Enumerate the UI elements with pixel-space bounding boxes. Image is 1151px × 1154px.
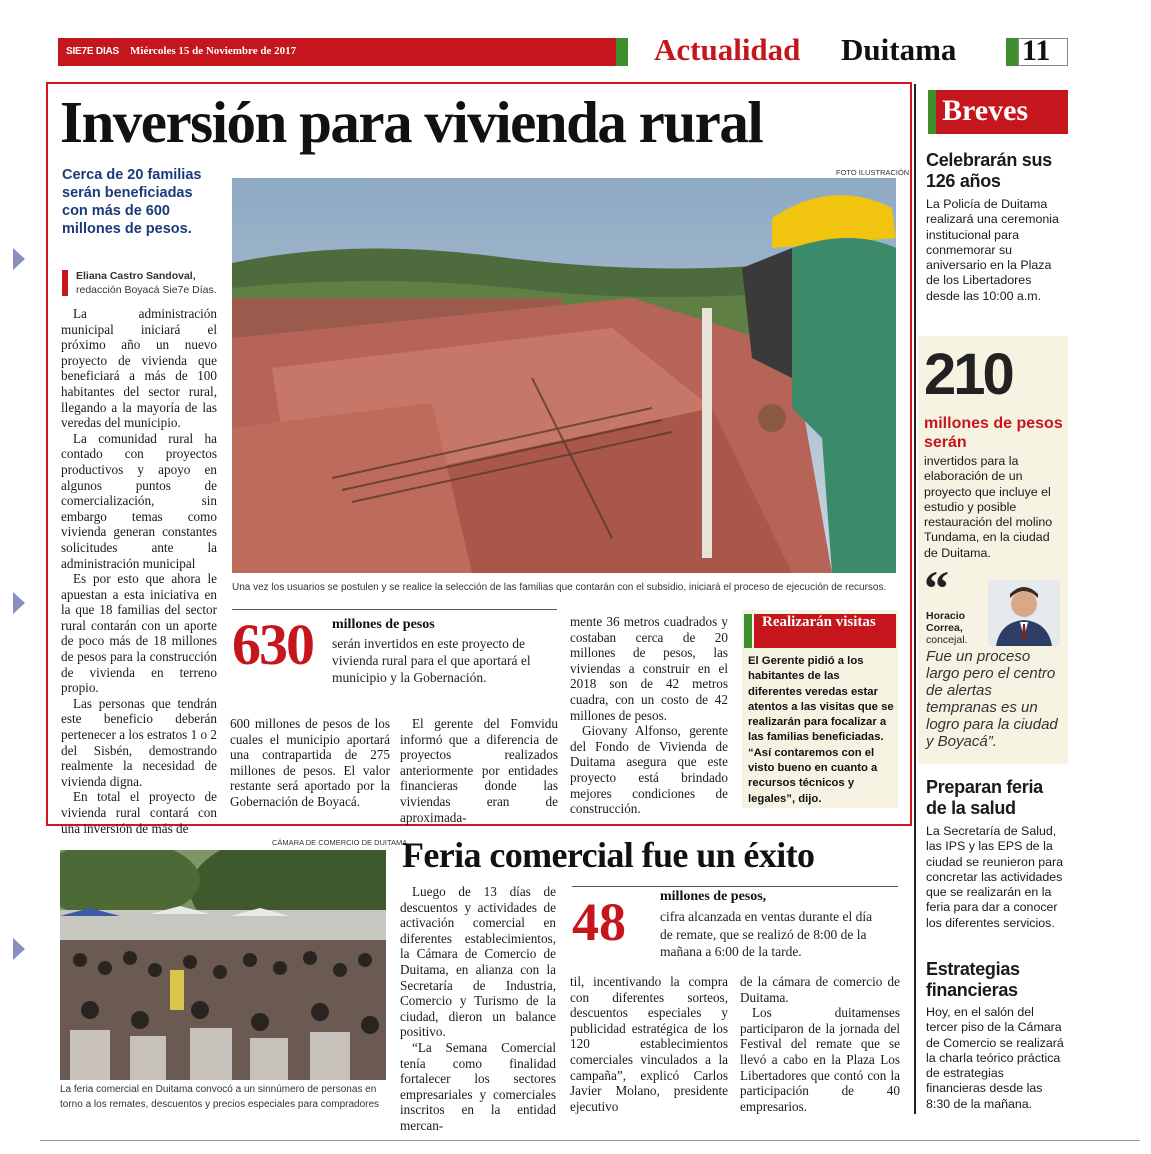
margin-arrow-icon <box>13 248 25 270</box>
paragraph: La comunidad rural ha contado con proyectos productivos y apoyo en algunos puntos de comercialización, sin embargo temas como vivienda generan constantes solicitudes ante la administración municipal <box>61 430 217 571</box>
page-number-box <box>1018 38 1068 66</box>
page-number-green <box>1006 38 1018 66</box>
breves-left-rule <box>914 84 916 1114</box>
margin-arrow-icon <box>13 592 25 614</box>
crowd-photo <box>60 850 386 1080</box>
visits-text: El Gerente pidió a los habitantes de las diferentes veredas estar atentos a las visitas que se realizarán para focalizar a las familias beneficiadas. “Así contaremos con el visto bueno en cuanto a recursos técnicos y legales”, dijo. <box>748 655 894 805</box>
paragraph: til, incentivando la compra con diferentes sorteos, descuentos especiales y publicidad estratégica de los 120 establecimientos comerciales vinculados a la campaña”, explicó Carlos Javier Molano, presidente ejecutivo <box>570 974 728 1114</box>
header-band-green <box>616 38 628 66</box>
main-photo <box>232 178 896 573</box>
author-bar <box>62 270 68 296</box>
paragraph: Luego de 13 días de descuentos y actividades de activación comercial en diferentes establecimientos, la Cámara de Comercio de Duitama, en alianza con la Secretaría de Industria, Comercio y Turismo de la ciudad, dieron un balance positivo. <box>400 884 556 1040</box>
second-col2 <box>570 974 728 1114</box>
quote-name: Horacio Correa, <box>926 610 966 634</box>
construction-photo <box>232 178 896 573</box>
quote-role: concejal. <box>926 634 968 646</box>
breves-stat-title: millones de pesos serán <box>924 415 1063 451</box>
second-stat-title: millones de pesos, <box>660 889 767 904</box>
second-col3 <box>740 974 900 1114</box>
paragraph: El gerente del Fomvidu informó que a diferencia de proyectos realizados anteriormente por entidades financieras donde las viviendas eran de aproximada- <box>400 716 558 825</box>
paragraph: Las personas que tendrán este beneficio deberán pertenecer a los estratos 1 o 2 del Sisbén, demostrando realmente la necesidad de vivienda digna. <box>61 695 217 789</box>
paragraph: mente 36 metros cuadrados y costaban cerca de 20 millones de pesos, las viviendas a construir en el 2018 son de 42 metros cuadra, con un costo de 42 millones de pesos. <box>570 614 728 723</box>
section-name: Actualidad <box>654 32 801 67</box>
brand-label: SIE7E DIAS <box>66 46 120 57</box>
main-headline: Inversión para vivienda rural <box>60 89 763 155</box>
breves-stat-number: 210 <box>924 342 1012 407</box>
paragraph: “La Semana Comercial tenía como finalidad fortalecer los sectores empresariales y comerciales inscritos en la entidad mercan- <box>400 1039 556 1133</box>
second-headline: Feria comercial fue un éxito <box>402 835 815 875</box>
breves-green <box>928 90 936 134</box>
brief-title: Estrategias financieras <box>926 959 1020 1000</box>
second-stat-divider <box>572 886 898 887</box>
stat-title: millones de pesos <box>332 617 435 632</box>
visits-title: Realizarán visitas <box>762 614 876 630</box>
author-name: Eliana Castro Sandoval, <box>76 270 196 282</box>
breves-title: Breves <box>942 94 1029 127</box>
photo-credit: FOTO ILUSTRACIÓN <box>836 168 910 177</box>
page-bottom-rule <box>40 1140 1140 1141</box>
photo-caption: Una vez los usuarios se postulen y se realice la selección de las familias que contarán con el subsidio, iniciará el proceso de ejecución de recursos. <box>232 582 887 593</box>
second-col1 <box>400 884 556 1134</box>
second-photo <box>60 850 386 1080</box>
visits-title-green <box>744 614 752 648</box>
paragraph: Es por esto que ahora le apuestan a esta iniciativa en la que 18 familias del sector rural contarán con un aporte de poco más de 18 millones de pesos para la construcción de vivienda en terreno propio. <box>61 571 217 696</box>
header-date: Miércoles 15 de Noviembre de 2017 <box>130 45 297 57</box>
paragraph: Giovany Alfonso, gerente del Fondo de Vivienda de Duitama asegura que este proyecto está brindado mejores condiciones de construcción. <box>570 723 728 817</box>
stat-divider <box>232 609 557 610</box>
brief-text: La Secretaría de Salud, las IPS y las EPS de la ciudad se reunieron para concretar las actividades que se realizarán en la feria para dar a conocer los diferentes servicios. <box>926 824 1064 930</box>
quote-icon: “ <box>924 560 949 616</box>
breves-stat-text: invertidos para la elaboración de un proyecto que incluye el estudio y posible restauración del molino Tundama, en la ciudad de Duitama. <box>924 454 1053 560</box>
paragraph: Los duitamenses participaron de la jornada del Festival del remate que se llevó a cabo en la Plaza Los Libertadores que contó con la participación de 40 empresarios. <box>740 1005 900 1114</box>
paragraph: La administración municipal iniciará el próximo año un nuevo proyecto de vivienda que beneficiará a más de 100 habitantes del sector rural, llegando a la mayoría de las veredas del municipio. <box>61 306 217 431</box>
paragraph: 600 millones de pesos de los cuales el municipio aportará una contrapartida de 275 millones de pesos. El valor restante será aportado por la Gobernación de Boyacá. <box>230 716 390 809</box>
main-col1 <box>61 306 217 836</box>
brief-text: Hoy, en el salón del tercer piso de la Cámara de Comercio se realizará la charla teórico práctica de estrategias financieras desde las 8:30 de la mañana. <box>926 1005 1064 1111</box>
margin-arrow-icon <box>13 938 25 960</box>
brief-title: Preparan feria de la salud <box>926 777 1043 818</box>
stat-text: serán invertidos en este proyecto de vivienda rural para el que aportará el municipio y la Gobernación. <box>332 636 531 685</box>
second-stat-text: cifra alcanzada en ventas durante el día de remate, que se realizó de 8:00 de la mañana a 6:00 de la tarde. <box>660 909 873 959</box>
second-stat-number: 48 <box>572 892 626 952</box>
author-role: redacción Boyacá Sie7e Días. <box>76 284 217 296</box>
quote-text: Fue un proceso largo pero el centro de alertas tempranas es un logro para la ciudad y Boyacá”. <box>926 648 1058 750</box>
paragraph: En total el proyecto de vivienda rural contará con una inversión de más de <box>61 789 217 836</box>
person-icon <box>988 580 1060 646</box>
city-name: Duitama <box>841 32 957 67</box>
stat-number: 630 <box>232 612 313 677</box>
paragraph: de la cámara de comercio de Duitama. <box>740 974 900 1005</box>
main-col2 <box>230 716 390 810</box>
brief-title: Celebrarán sus 126 años <box>926 150 1052 191</box>
main-subheadline: Cerca de 20 familias serán beneficiadas con más de 600 millones de pesos. <box>62 167 202 237</box>
brief-text: La Policía de Duitama realizará una ceremonia institucional para conmemorar su aniversario en la Plaza de los Libertadores desde las 10:00 a.m. <box>926 197 1059 303</box>
main-col4 <box>570 614 728 817</box>
avatar <box>988 580 1060 646</box>
page-number: 11 <box>1022 34 1051 67</box>
second-photo-credit: CÁMARA DE COMERCIO DE DUITAMA <box>272 838 408 847</box>
second-photo-caption: La feria comercial en Duitama convocó a un sinnúmero de personas en torno a los remates, descuentos y precios especiales para compradores <box>60 1084 380 1110</box>
main-col3 <box>400 716 558 825</box>
